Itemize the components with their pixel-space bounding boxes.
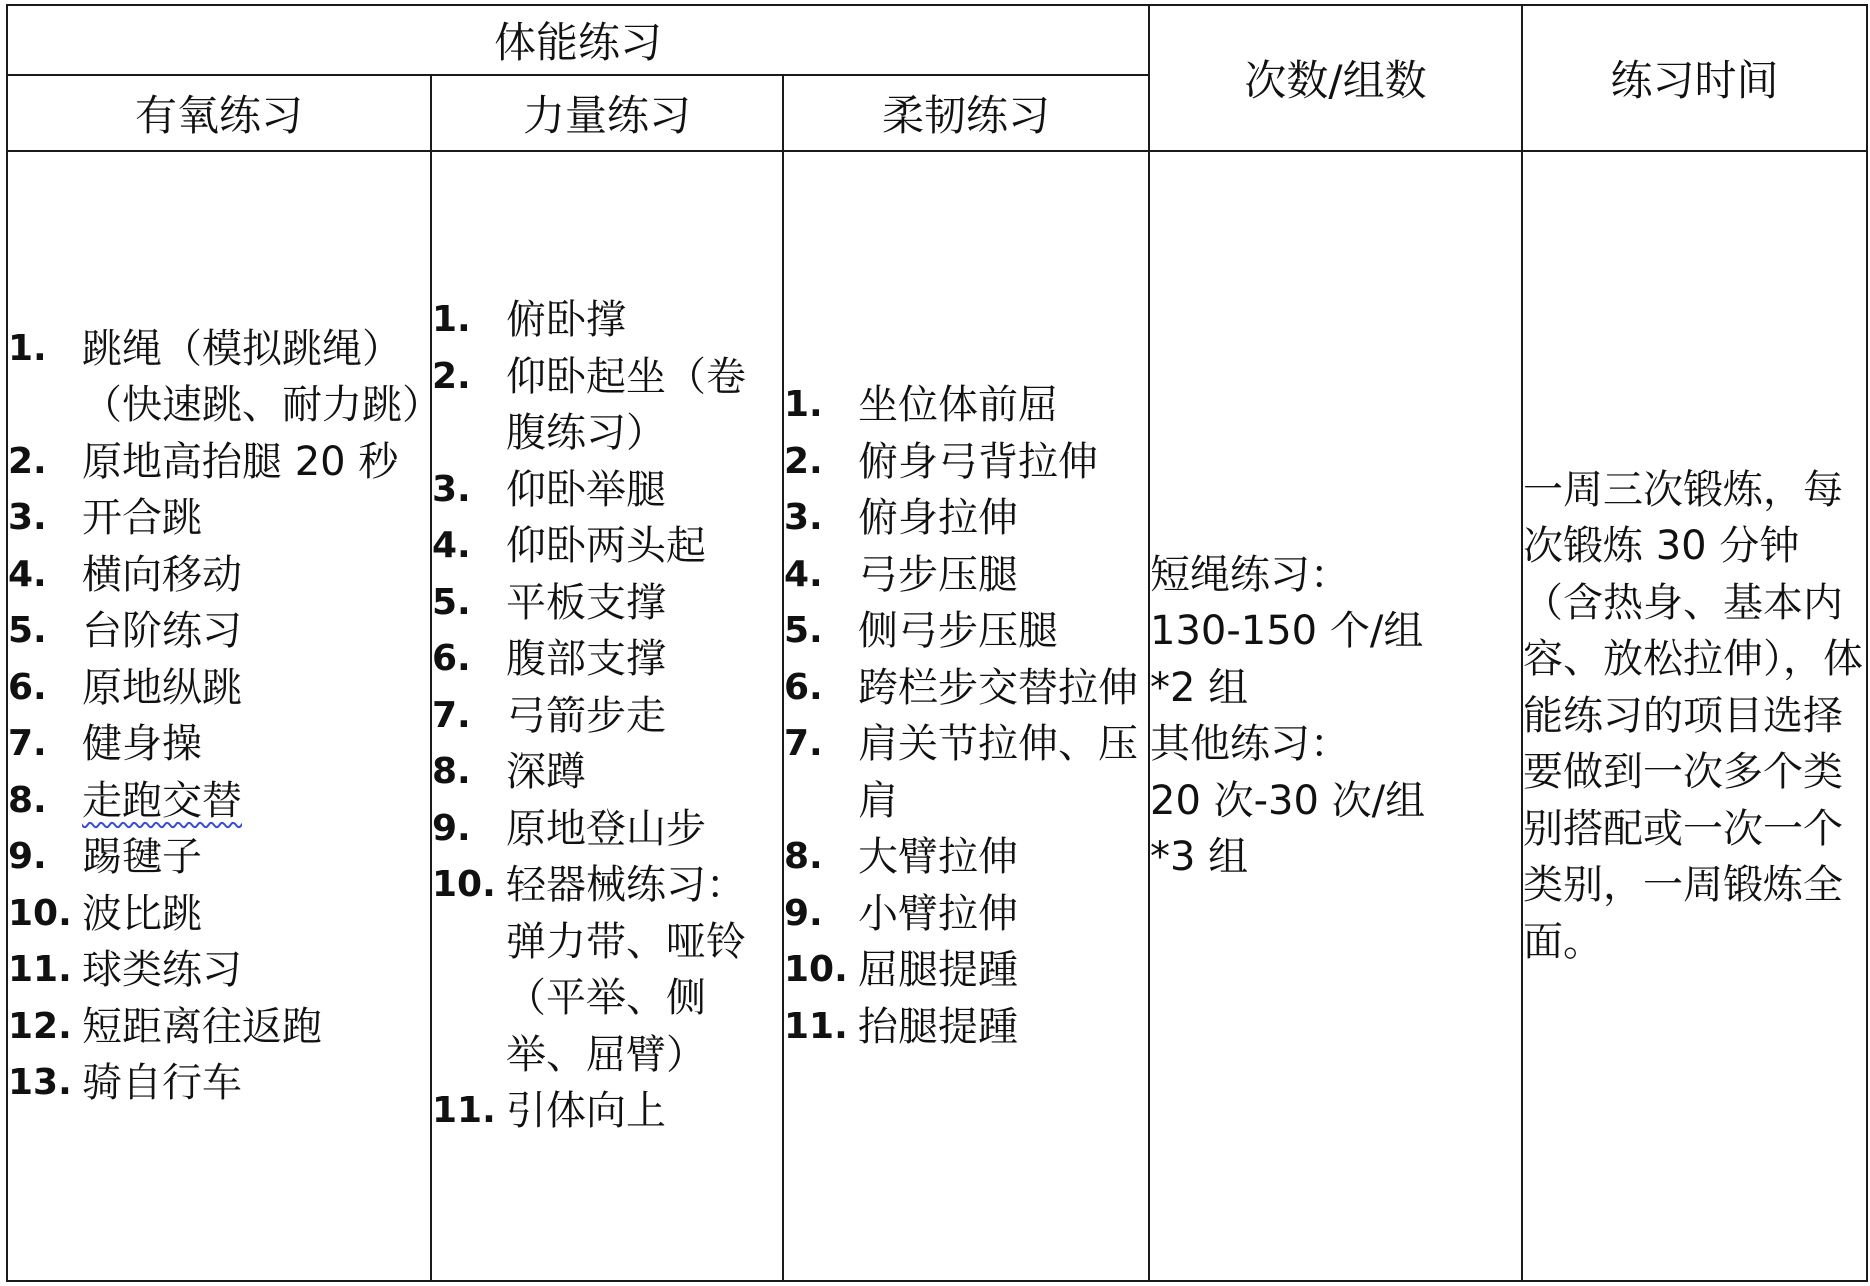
aerobic-list (8, 321, 442, 1112)
list-item (432, 688, 782, 745)
flexibility-list (784, 377, 1148, 1055)
item-text: 波比跳 (82, 890, 202, 937)
item-number: 10. (432, 864, 496, 906)
item-number: 7. (8, 723, 47, 764)
list-item (432, 857, 782, 1083)
item-text: 原地纵跳 (82, 664, 242, 711)
item-number: 7. (432, 694, 471, 736)
list-item (432, 801, 782, 858)
list-item (784, 829, 1148, 886)
item-number: 1. (432, 299, 471, 341)
list-item (8, 942, 430, 999)
item-number: 2. (784, 440, 823, 482)
item-text: 俯身拉伸 (858, 495, 1018, 541)
item-text: 侧弓步压腿 (858, 608, 1058, 654)
item-number: 11. (432, 1090, 496, 1132)
item-number: 3. (784, 497, 823, 538)
list-item (784, 377, 1148, 434)
item-number: 8. (8, 779, 47, 821)
aerobic-cell (7, 151, 442, 1281)
list-item (784, 999, 1148, 1056)
item-text: 平板支撑 (506, 579, 666, 626)
list-item (8, 547, 430, 604)
item-text: 骑自行车 (82, 1060, 242, 1106)
item-text: 健身操 (82, 721, 202, 767)
list-item (784, 434, 1148, 491)
list-item (784, 490, 1148, 547)
item-text: 仰卧举腿 (506, 466, 666, 513)
item-text: 踢毽子 (82, 834, 202, 880)
item-text: 肩关节拉伸、压肩 (858, 721, 1138, 824)
rope-value: 130-150 个/组 (1150, 608, 1424, 654)
flexibility-header: 柔韧练习 (783, 75, 1149, 151)
item-text: 屈腿提踵 (858, 947, 1018, 993)
item-number: 2. (432, 355, 471, 397)
strength-header: 力量练习 (431, 75, 783, 151)
item-text: 球类练习 (82, 947, 242, 993)
other-label: 其他练习： (1150, 721, 1350, 767)
item-number: 4. (784, 553, 823, 595)
item-text: 短距离往返跑 (82, 1003, 322, 1050)
item-text: 开合跳 (82, 495, 202, 541)
item-number: 4. (8, 553, 47, 595)
item-number: 6. (784, 666, 823, 708)
item-number: 2. (8, 440, 47, 482)
item-text: 大臂拉伸 (858, 834, 1018, 880)
list-item (8, 886, 430, 943)
list-item (432, 518, 782, 575)
strength-cell (431, 151, 783, 1281)
list-item (784, 547, 1148, 604)
item-number: 1. (784, 384, 823, 425)
list-item (8, 716, 430, 773)
item-number: 9. (432, 807, 471, 849)
item-text: 深蹲 (506, 749, 586, 796)
item-text: 抬腿提踵 (858, 1003, 1018, 1050)
item-number: 8. (432, 751, 471, 793)
item-text: 俯卧撑 (506, 297, 626, 344)
list-item (8, 321, 442, 434)
item-text: 俯身弓背拉伸 (858, 438, 1098, 485)
rope-sets: *2 组 (1150, 664, 1249, 711)
item-text: 原地高抬腿 20 秒 (82, 438, 399, 485)
strength-list (432, 292, 782, 1140)
item-number: 9. (8, 836, 47, 877)
reps-cell (1149, 151, 1522, 1281)
list-item (8, 434, 430, 491)
item-number: 8. (784, 836, 823, 877)
physical-training-header: 体能练习 (7, 5, 1149, 75)
list-item (432, 575, 782, 632)
item-text: 跳绳（模拟跳绳）（快速跳、耐力跳） (82, 325, 442, 428)
item-text: 仰卧两头起 (506, 523, 706, 570)
item-text: 仰卧起坐（卷腹练习） (506, 353, 746, 457)
list-item (432, 631, 782, 688)
item-text: 引体向上 (506, 1088, 666, 1135)
flexibility-cell (783, 151, 1149, 1281)
list-item (8, 603, 430, 660)
list-item (432, 292, 782, 349)
item-text: 跨栏步交替拉伸 (858, 664, 1138, 711)
item-number: 9. (784, 892, 823, 934)
item-text: 小臂拉伸 (858, 890, 1018, 937)
item-text: 台阶练习 (82, 608, 242, 654)
list-item (784, 886, 1148, 943)
list-item (8, 773, 430, 830)
item-number: 7. (784, 723, 823, 764)
list-item (8, 660, 430, 717)
item-number: 6. (432, 638, 471, 680)
item-number: 5. (432, 581, 471, 623)
item-number: 12. (8, 1005, 72, 1047)
rope-label: 短绳练习： (1150, 551, 1350, 598)
list-item (432, 462, 782, 519)
aerobic-header: 有氧练习 (7, 75, 431, 151)
exercise-plan-table (6, 4, 1868, 1282)
item-number: 10. (8, 892, 72, 934)
list-item (432, 349, 782, 462)
list-item (8, 829, 430, 886)
item-text: 轻器械练习：弹力带、哑铃（平举、侧举、屈臂） (506, 862, 746, 1078)
other-sets: *3 组 (1150, 834, 1249, 880)
item-number: 5. (784, 610, 823, 651)
item-number: 11. (784, 1005, 848, 1047)
list-item (784, 660, 1148, 717)
item-text: 弓箭步走 (506, 692, 666, 739)
item-number: 11. (8, 949, 72, 990)
item-text: 原地登山步 (506, 805, 706, 852)
item-number: 6. (8, 666, 47, 708)
item-text: 横向移动 (82, 551, 242, 598)
list-item (432, 744, 782, 801)
list-item (784, 716, 1148, 829)
time-cell (1522, 151, 1867, 1281)
item-text: 走跑交替 (82, 777, 242, 824)
item-text: 腹部支撑 (506, 636, 666, 683)
item-text: 坐位体前屈 (858, 382, 1058, 428)
other-value: 20 次-30 次/组 (1150, 777, 1426, 824)
reps-sets-header: 次数/组数 (1149, 5, 1522, 151)
item-number: 4. (432, 525, 471, 567)
item-number: 13. (8, 1062, 72, 1103)
list-item (784, 603, 1148, 660)
reps-text (1150, 547, 1521, 886)
list-item (8, 999, 430, 1056)
list-item (8, 1055, 430, 1112)
time-text: 一周三次锻炼，每次锻炼 30 分钟（含热身、基本内容、放松拉伸），体能练习的项目选择要做到一次多个类别搭配或一次一个类别，一周锻炼全面。 (1523, 466, 1863, 965)
item-number: 1. (8, 327, 47, 369)
list-item (784, 942, 1148, 999)
list-item (8, 490, 430, 547)
item-text: 弓步压腿 (858, 551, 1018, 598)
item-number: 10. (784, 949, 848, 990)
list-item (432, 1083, 782, 1140)
item-number: 3. (432, 468, 471, 510)
practice-time-header: 练习时间 (1522, 5, 1867, 151)
item-number: 3. (8, 497, 47, 538)
item-number: 5. (8, 610, 47, 651)
